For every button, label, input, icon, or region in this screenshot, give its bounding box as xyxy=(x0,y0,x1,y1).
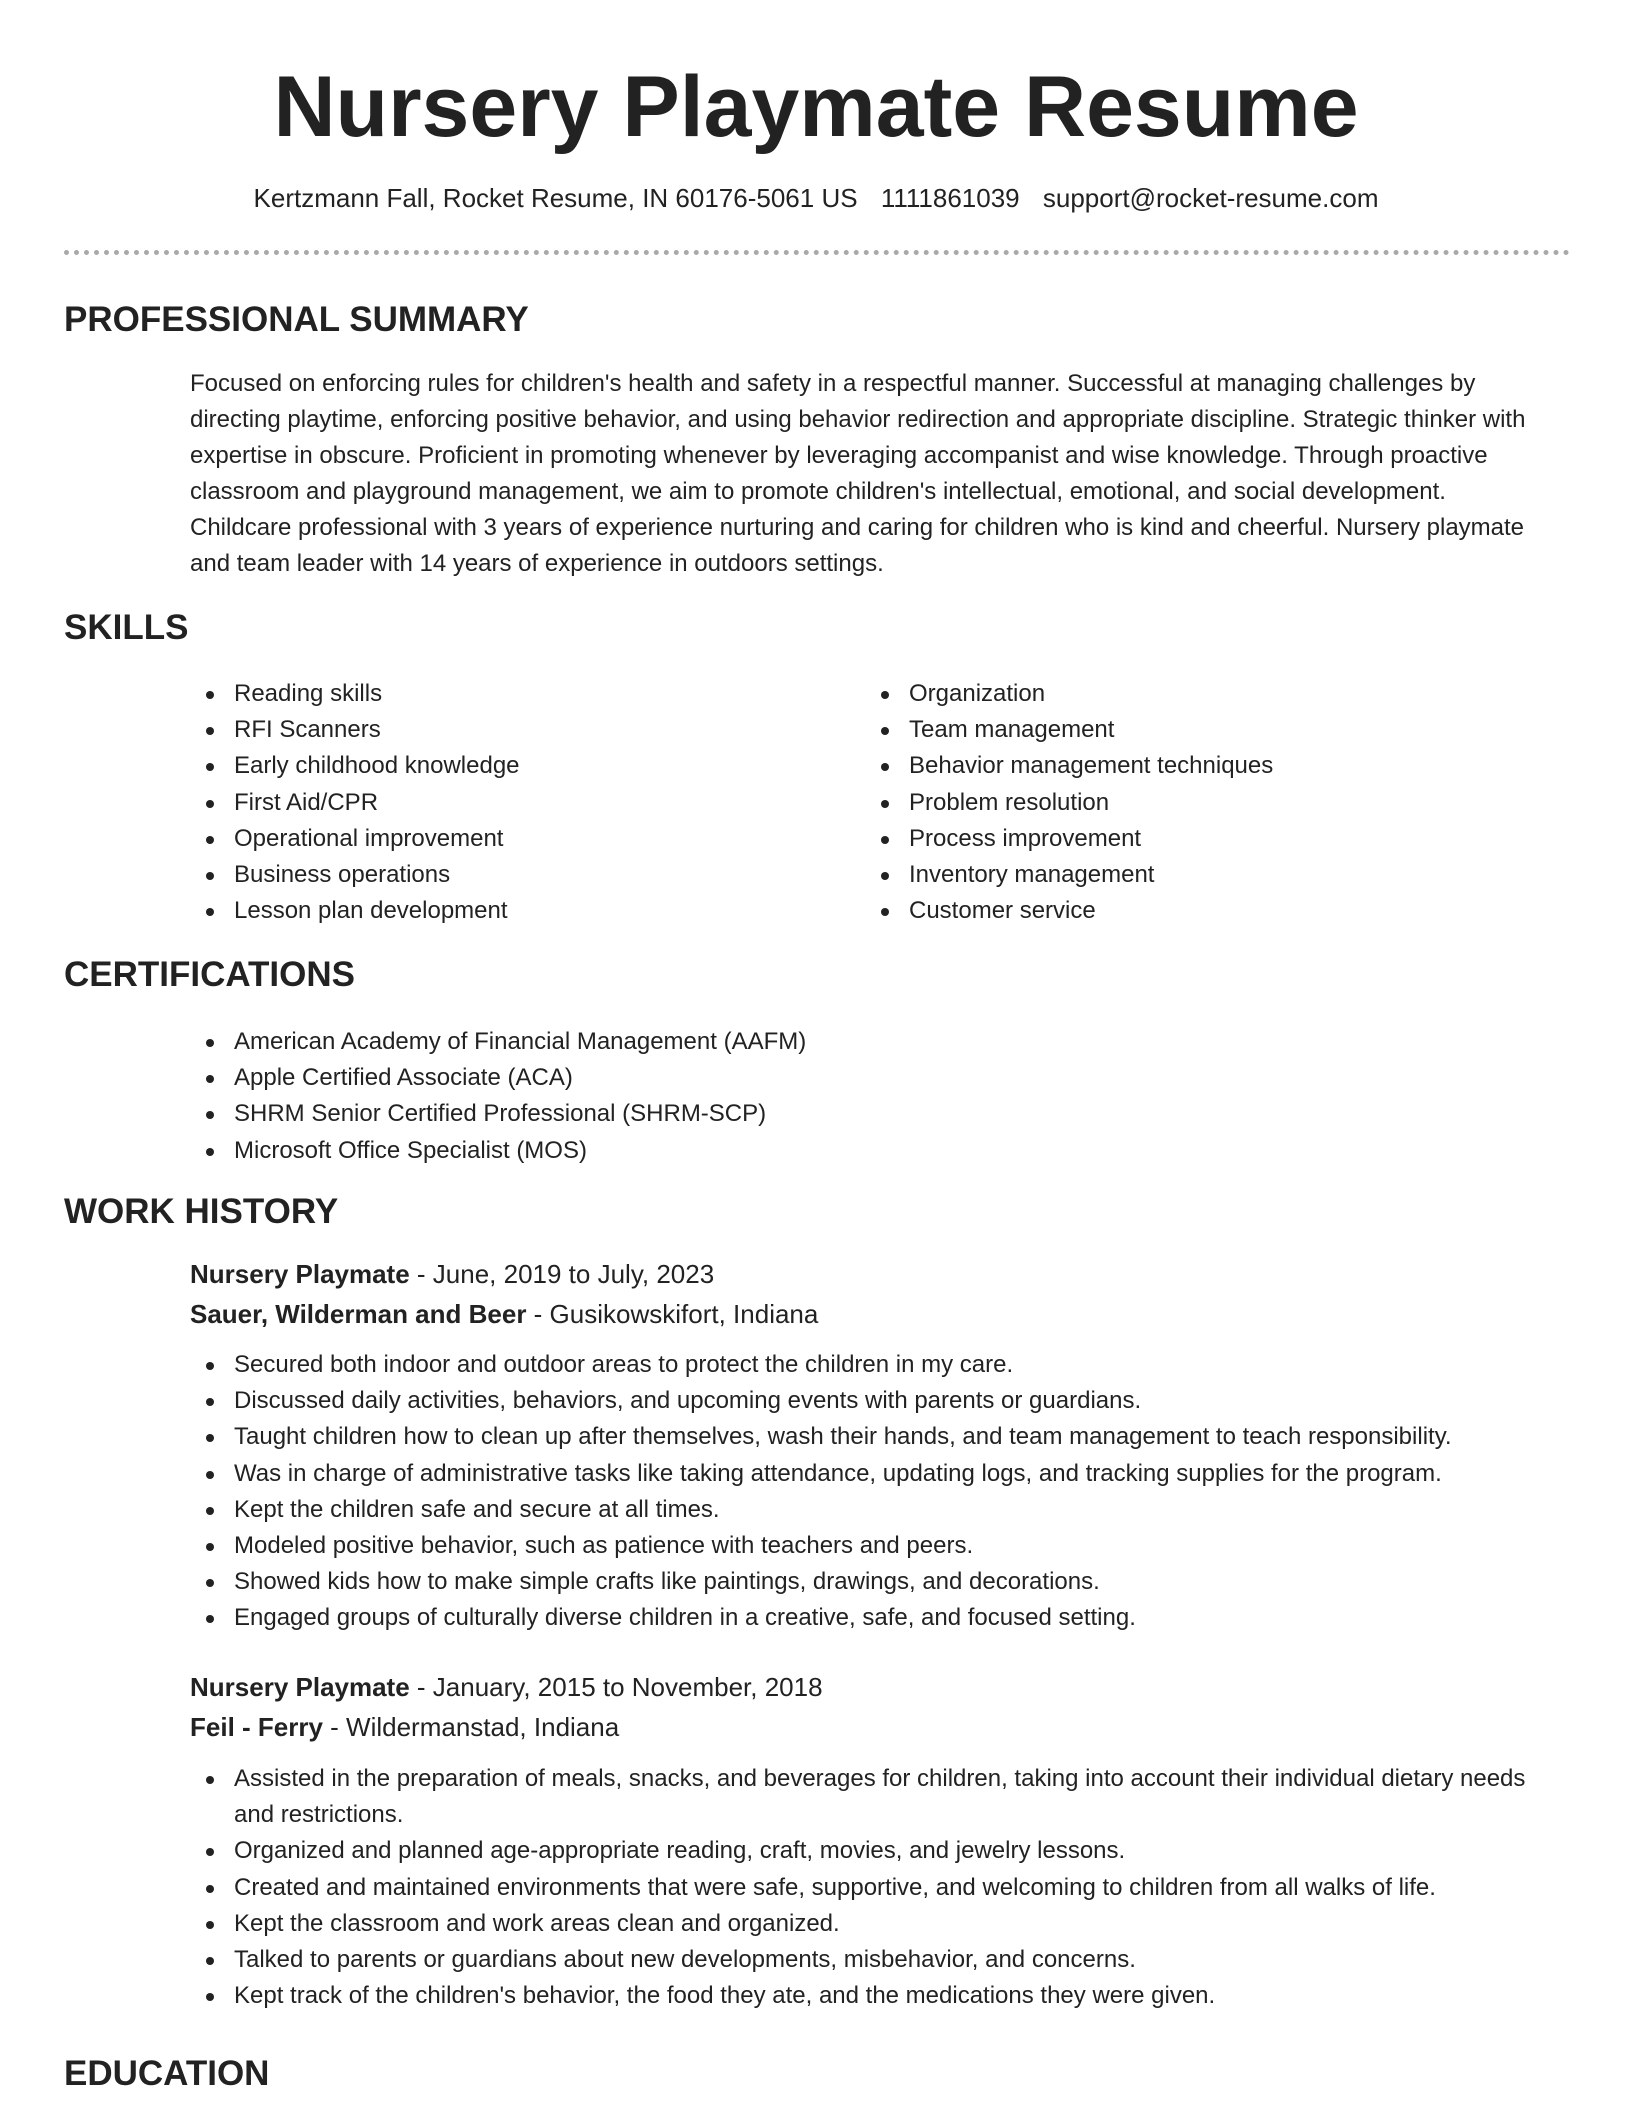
section-title-skills: SKILLS xyxy=(64,608,189,647)
skill-item: Early childhood knowledge xyxy=(190,748,830,784)
skill-item: Organization xyxy=(865,676,1505,712)
skill-item: RFI Scanners xyxy=(190,712,830,748)
skill-item: Reading skills xyxy=(190,676,830,712)
job-duty-item: Kept track of the children's behavior, the food they ate, and the medications they were given. xyxy=(190,1978,1530,2014)
job-dates: - June, 2019 to July, 2023 xyxy=(409,1259,715,1289)
certification-item: Microsoft Office Specialist (MOS) xyxy=(190,1133,1540,1169)
job-duty-item: Discussed daily activities, behaviors, and upcoming events with parents or guardians. xyxy=(190,1383,1530,1419)
job-role: Nursery Playmate xyxy=(190,1672,410,1702)
job-duty-item: Was in charge of administrative tasks like taking attendance, updating logs, and tracking supplies for the program. xyxy=(190,1456,1530,1492)
job-location: - Gusikowskifort, Indiana xyxy=(526,1299,819,1329)
contact-phone: 1111861039 xyxy=(880,183,1020,213)
job-dates: - January, 2015 to November, 2018 xyxy=(409,1672,823,1702)
skill-item: Team management xyxy=(865,712,1505,748)
job-duty-item: Taught children how to clean up after themselves, wash their hands, and team management to teach responsibility. xyxy=(190,1419,1530,1455)
job-duty-item: Kept the children safe and secure at all times. xyxy=(190,1492,1530,1528)
skill-item: Process improvement xyxy=(865,821,1505,857)
skill-item: Business operations xyxy=(190,857,830,893)
job-duty-item: Secured both indoor and outdoor areas to protect the children in my care. xyxy=(190,1347,1530,1383)
job-duty-item: Organized and planned age-appropriate reading, craft, movies, and jewelry lessons. xyxy=(190,1833,1530,1869)
header-divider xyxy=(64,250,1570,255)
job-title-line xyxy=(190,1254,714,1294)
job-company: Sauer, Wilderman and Beer xyxy=(190,1299,527,1329)
job-duty-item: Talked to parents or guardians about new developments, misbehavior, and concerns. xyxy=(190,1942,1530,1978)
job-duty-item: Showed kids how to make simple crafts like paintings, drawings, and decorations. xyxy=(190,1564,1530,1600)
job-duties-list xyxy=(190,1347,1530,1637)
contact-email: support@rocket-resume.com xyxy=(1042,183,1379,213)
contact-line xyxy=(0,180,1632,216)
certifications-list xyxy=(190,1024,1540,1169)
job-duty-item: Engaged groups of culturally diverse children in a creative, safe, and focused setting. xyxy=(190,1600,1530,1636)
resume-name: Nursery Playmate Resume xyxy=(273,59,1359,155)
job-duty-item: Assisted in the preparation of meals, snacks, and beverages for children, taking into account their individual dietary needs and restrictions. xyxy=(190,1761,1530,1833)
skills-list-right xyxy=(865,676,1505,929)
skill-item: Behavior management techniques xyxy=(865,748,1505,784)
job-company-line xyxy=(190,1294,818,1334)
section-title-education: EDUCATION xyxy=(64,2054,270,2093)
job-company: Feil - Ferry xyxy=(190,1712,323,1742)
skill-item: Customer service xyxy=(865,893,1505,929)
section-title-summary: PROFESSIONAL SUMMARY xyxy=(64,300,529,339)
job-company-line xyxy=(190,1707,619,1747)
summary-text: Focused on enforcing rules for children's health and safety in a respectful manner. Successful at managing challenges by directing playtime, enforcing positive behavior, and using behavior redirection and appropriate discipline. Strategic thinker with expertise in obscure. Proficient in promoting whenever by leveraging accompanist and wise knowledge. Through proactive classroom and playground management, we aim to promote children's intellectual, emotional, and social development. Childcare professional with 3 years of experience nurturing and caring for children who is kind and cheerful. Nursery playmate and team leader with 14 years of experience in outdoors settings. xyxy=(190,370,1526,577)
section-title-work-history: WORK HISTORY xyxy=(64,1192,339,1231)
skills-list-left xyxy=(190,676,830,929)
job-role: Nursery Playmate xyxy=(190,1259,410,1289)
skill-item: Operational improvement xyxy=(190,821,830,857)
job-duty-item: Modeled positive behavior, such as patience with teachers and peers. xyxy=(190,1528,1530,1564)
job-title-line xyxy=(190,1667,823,1707)
section-title-certifications: CERTIFICATIONS xyxy=(64,955,356,994)
certification-item: American Academy of Financial Management (AAFM) xyxy=(190,1024,1540,1060)
skill-item: Lesson plan development xyxy=(190,893,830,929)
certification-item: SHRM Senior Certified Professional (SHRM-SCP) xyxy=(190,1096,1540,1132)
contact-address: Kertzmann Fall, Rocket Resume, IN 60176-5061 US xyxy=(253,183,858,213)
job-duties-list xyxy=(190,1761,1530,2014)
certification-item: Apple Certified Associate (ACA) xyxy=(190,1060,1540,1096)
job-duty-item: Created and maintained environments that were safe, supportive, and welcoming to children from all walks of life. xyxy=(190,1870,1530,1906)
job-duty-item: Kept the classroom and work areas clean and organized. xyxy=(190,1906,1530,1942)
job-location: - Wildermanstad, Indiana xyxy=(322,1712,620,1742)
skill-item: First Aid/CPR xyxy=(190,785,830,821)
skill-item: Problem resolution xyxy=(865,785,1505,821)
skill-item: Inventory management xyxy=(865,857,1505,893)
